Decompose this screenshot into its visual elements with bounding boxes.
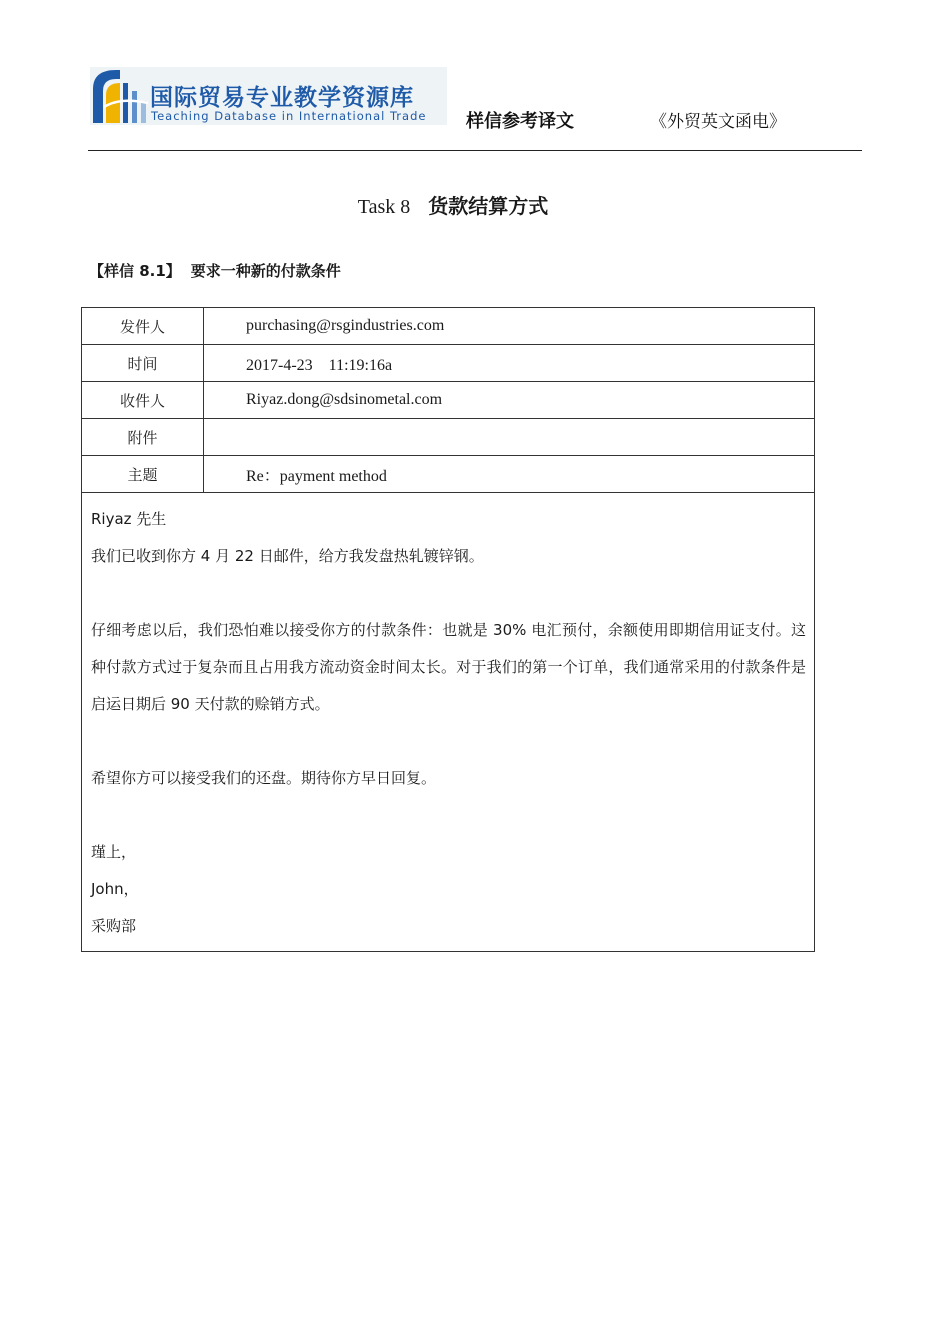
- email-field-row: [82, 308, 815, 345]
- sample-title: 要求一种新的付款条件: [190, 262, 341, 280]
- time-value: 2017-4-23 11:19:16a: [204, 345, 815, 382]
- salutation: Riyaz 先生: [91, 510, 167, 528]
- sample-label: 【样信 8.1】: [89, 262, 181, 280]
- sample-heading: [89, 260, 341, 281]
- subject-value: Re：payment method: [204, 456, 815, 493]
- task-number: Task 8: [357, 196, 411, 218]
- email-field-row: [82, 419, 815, 456]
- header-divider: [88, 150, 862, 151]
- signature-name: John，: [91, 880, 139, 898]
- attachment-label: 附件: [82, 419, 204, 456]
- email-body-row: [82, 493, 815, 952]
- logo: [90, 67, 447, 125]
- email-body: [82, 493, 815, 952]
- signature-department: 采购部: [91, 917, 137, 935]
- spacer: [91, 797, 806, 834]
- email-table: [81, 307, 815, 952]
- book-title: 《外贸英文函电》: [650, 112, 786, 132]
- document-type-label: 样信参考译文: [466, 111, 574, 132]
- email-field-row: [82, 456, 815, 493]
- closing: 瑾上，: [91, 843, 137, 861]
- email-field-row: [82, 382, 815, 419]
- task-name: 货款结算方式: [428, 194, 549, 218]
- logo-chinese-text: 国际贸易专业教学资源库: [150, 85, 414, 111]
- time-label: 时间: [82, 345, 204, 382]
- page-title: [0, 190, 906, 219]
- sender-value: purchasing@rsgindustries.com: [204, 308, 815, 345]
- sender-label: 发件人: [82, 308, 204, 345]
- recipient-value: Riyaz.dong@sdsinometal.com: [204, 382, 815, 419]
- subject-label: 主题: [82, 456, 204, 493]
- body-paragraph-2: 仔细考虑以后，我们恐怕难以接受你方的付款条件：也就是 30% 电汇预付，余额使用即期信用证支付。这种付款方式过于复杂而且占用我方流动资金时间太长。对于我们的第一个订单，我们通常采用的付款条件是启运日期后 90 天付款的赊销方式。: [91, 621, 806, 713]
- spacer: [91, 723, 806, 760]
- body-paragraph-3: 希望你方可以接受我们的还盘。期待你方早日回复。: [91, 769, 437, 787]
- attachment-value: [204, 419, 815, 456]
- email-field-row: [82, 345, 815, 382]
- body-paragraph-1: 我们已收到你方 4 月 22 日邮件，给方我发盘热轧镀锌钢。: [91, 547, 484, 565]
- logo-emblem-icon: [90, 67, 150, 125]
- spacer: [91, 575, 806, 612]
- recipient-label: 收件人: [82, 382, 204, 419]
- logo-english-text: Teaching Database in International Trade: [151, 109, 427, 123]
